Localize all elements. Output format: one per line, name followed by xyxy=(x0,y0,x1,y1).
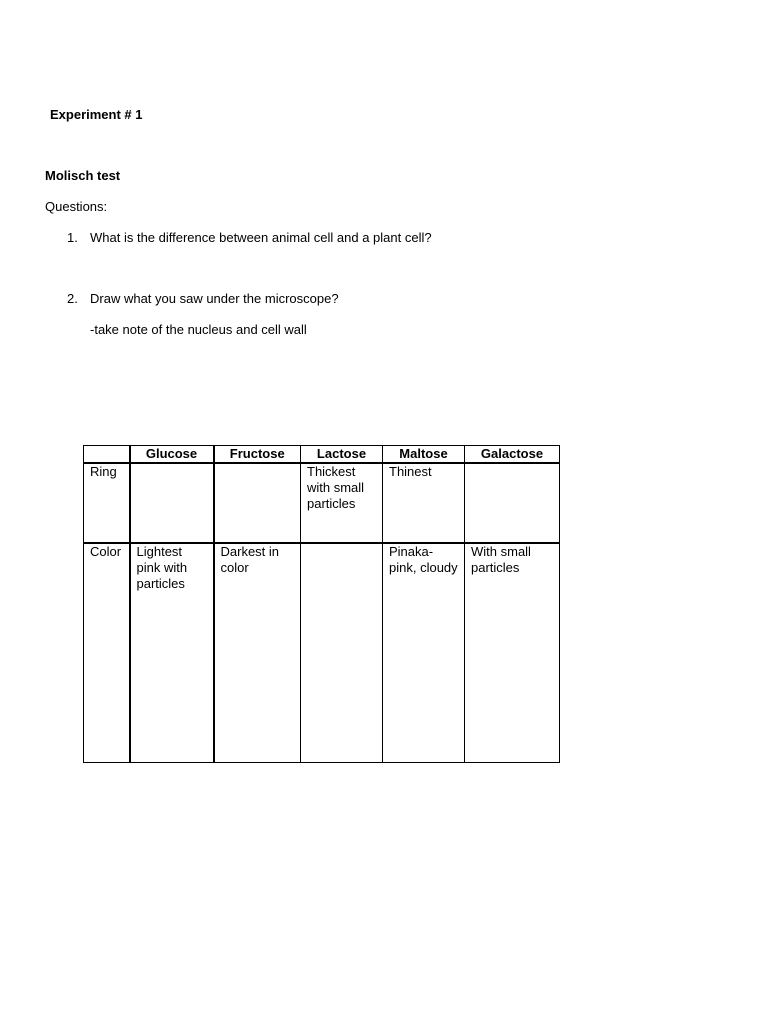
document-title: Experiment # 1 xyxy=(50,107,143,122)
cell-ring-fructose xyxy=(214,463,301,543)
results-table xyxy=(83,445,560,763)
cell-ring-galactose xyxy=(465,463,560,543)
test-name: Molisch test xyxy=(45,168,121,183)
table-header-row xyxy=(84,446,560,464)
row-label-ring: Ring xyxy=(84,463,130,543)
column-header-glucose: Glucose xyxy=(130,446,214,464)
cell-color-galactose: With small particles xyxy=(465,543,560,763)
question-2-number: 2. xyxy=(67,291,78,306)
cell-ring-maltose: Thinest xyxy=(383,463,465,543)
cell-color-fructose: Darkest in color xyxy=(214,543,301,763)
question-2-note: -take note of the nucleus and cell wall xyxy=(90,322,307,337)
questions-heading: Questions: xyxy=(45,199,108,214)
column-header-galactose: Galactose xyxy=(465,446,560,464)
cell-ring-lactose: Thickest with small particles xyxy=(301,463,383,543)
column-header-fructose: Fructose xyxy=(214,446,301,464)
cell-color-lactose xyxy=(301,543,383,763)
column-header-maltose: Maltose xyxy=(383,446,465,464)
question-2-text: Draw what you saw under the microscope? xyxy=(90,291,339,306)
cell-ring-glucose xyxy=(130,463,214,543)
column-header-blank xyxy=(84,446,130,464)
cell-color-glucose: Lightest pink with particles xyxy=(130,543,214,763)
question-1-number: 1. xyxy=(67,230,78,245)
question-1-text: What is the difference between animal cell and a plant cell? xyxy=(90,230,432,245)
column-header-lactose: Lactose xyxy=(301,446,383,464)
cell-color-maltose: Pinaka-pink, cloudy xyxy=(383,543,465,763)
row-label-color: Color xyxy=(84,543,130,763)
table-row-ring xyxy=(84,463,560,543)
table-row-color xyxy=(84,543,560,763)
